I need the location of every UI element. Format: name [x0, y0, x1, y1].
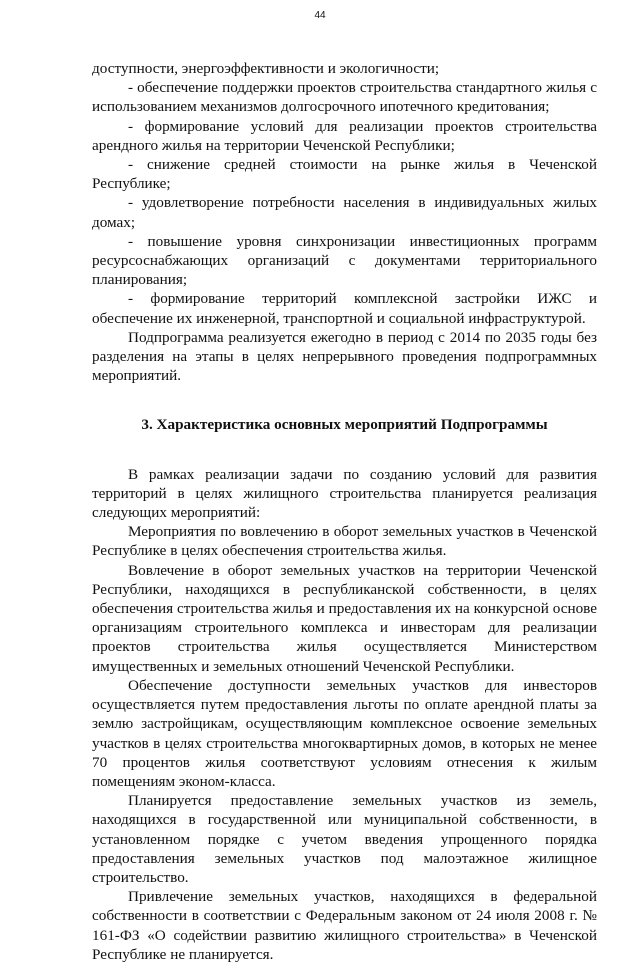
paragraph-land-provision: Планируется предоставление земельных участков из земель, находящихся в государственной или муниципальной собственности, в установленном порядке с учетом введения упрощенного порядка предоставления земельных участков под малоэтажное жилищное строительство.: [92, 792, 597, 886]
section-heading: 3. Характеристика основных мероприятий Подпрограммы: [141, 416, 548, 434]
paragraph-land-involvement: Вовлечение в оборот земельных участков на территории Чеченской Республики, находящихся в республиканской собственности, в целях обеспечения строительства жилья и предоставления их на конкурсной основе организациям строительного комплекса и инвесторам для реализации проектов строительства жилья осуществляется Министерством имущественных и земельных отношений Чеченской Республики.: [92, 561, 597, 675]
list-item-individual-houses: - удовлетворение потребности населения в индивидуальных жилых домах;: [92, 194, 597, 231]
paragraph-subprogram-period: Подпрограмма реализуется ежегодно в период с 2014 по 2035 годы без разделения на этапы в целях непрерывного проведения подпрограммных мероприятий.: [92, 328, 597, 385]
list-item-mortgage-support: - обеспечение поддержки проектов строительства стандартного жилья с использованием механизмов долгосрочного ипотечного кредитования;: [92, 79, 597, 116]
list-item-investment-sync: - повышение уровня синхронизации инвестиционных программ ресурсоснабжающих организаций с документами территориального планирования;: [92, 232, 597, 289]
paragraph-investor-access: Обеспечение доступности земельных участков для инвесторов осуществляется путем предоставления льготы по оплате арендной платы за землю застройщикам, осуществляющим комплексное освоение земельных участков в целях строительства многоквартирных домов, в которых не менее 70 процентов жилья соответствуют условиям отнесения к жилым помещениям эконом-класса.: [92, 676, 597, 790]
document-body: [92, 59, 597, 964]
list-item-rental-housing: - формирование условий для реализации проектов строительства арендного жилья на территории Чеченской Республики;: [92, 117, 597, 154]
paragraph-continuation: доступности, энергоэффективности и экологичности;: [92, 60, 440, 77]
list-item-price-reduction: - снижение средней стоимости на рынке жилья в Чеченской Республике;: [92, 156, 597, 193]
paragraph-task-intro: В рамках реализации задачи по созданию условий для развития территорий в целях жилищного строительства планируется реализация следующих мероприятий:: [92, 465, 597, 522]
list-item-izhs-territories: - формирование территорий комплексной застройки ИЖС и обеспечение их инженерной, транспортной и социальной инфраструктурой.: [92, 290, 597, 327]
paragraph-land-measures: Мероприятия по вовлечению в оборот земельных участков в Чеченской Республике в целях обеспечения строительства жилья.: [92, 523, 597, 560]
paragraph-federal-land: Привлечение земельных участков, находящихся в федеральной собственности в соответствии с Федеральным законом от 24 июля 2008 г. № 161-ФЗ «О содействии развитию жилищного строительства» в Чеченской Республике не планируется.: [92, 888, 597, 963]
page-number: 44: [314, 10, 326, 21]
